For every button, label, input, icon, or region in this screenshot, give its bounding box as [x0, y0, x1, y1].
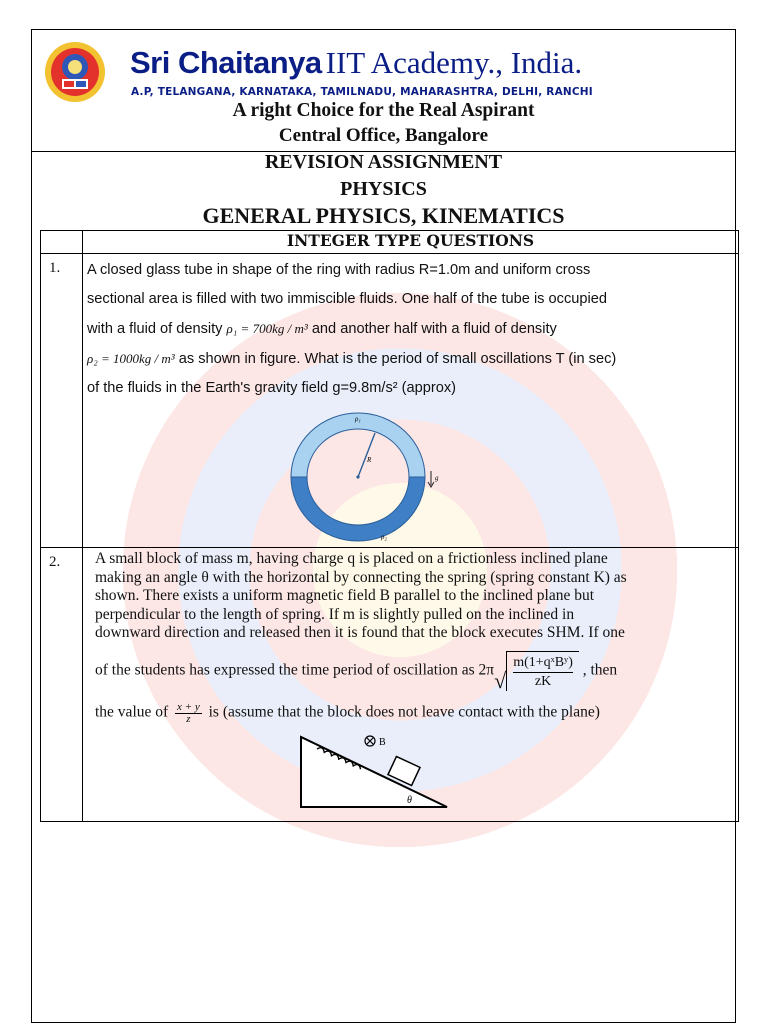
- brand-suffix: IIT Academy., India.: [325, 45, 583, 80]
- rho2-label: ρ₂: [381, 533, 387, 541]
- text-line: downward direction and released then it is found that the block executes SHM. If one: [95, 624, 625, 641]
- section-header: INTEGER TYPE QUESTIONS: [83, 231, 739, 254]
- table-header-row: [41, 231, 739, 254]
- question-row: [41, 254, 739, 548]
- text-line: A closed glass tube in shape of the ring with radius R=1.0m and uniform cross: [87, 262, 591, 278]
- radius-label: R: [367, 456, 372, 464]
- text-line: perpendicular to the length of spring. If m is slightly pulled on the inclined in: [95, 605, 575, 623]
- text-line: sectional area is filled with two immiscible fluids. One half of the tube is occupied: [87, 291, 607, 307]
- rho1-label: ρ₁: [355, 415, 361, 423]
- text-line: the value of $\frac{x + y}{z}$ is (assume that the block does not leave contact with the plane): [95, 700, 600, 725]
- states-list: A.P, TELANGANA, KARNATAKA, TAMILNADU, MAHARASHTRA, DELHI, RANCHI: [131, 86, 593, 98]
- academy-logo: [44, 41, 106, 103]
- question-row: [41, 548, 739, 822]
- text-line: making an angle θ with the horizontal by connecting the spring (spring constant K) as: [95, 568, 627, 586]
- tagline: A right Choice for the Real Aspirant: [232, 100, 535, 121]
- text-line: of the fluids in the Earth's gravity field g=9.8m/s² (approx): [87, 380, 457, 396]
- text-line: A small block of mass m, having charge q is placed on a frictionless inclined plane: [95, 550, 608, 567]
- question-number: 1.: [41, 254, 83, 548]
- angle-label: θ: [407, 794, 412, 806]
- subject-title: PHYSICS: [340, 178, 427, 200]
- radius-line: [358, 433, 375, 477]
- office-line: Central Office, Bangalore: [278, 125, 489, 146]
- brand-name: Sri Chaitanya: [130, 45, 322, 80]
- ring-tube-figure: [281, 407, 461, 547]
- questions-table: [40, 230, 739, 822]
- field-label: B: [379, 736, 386, 748]
- text-line: of the students has expressed the time period of oscillation as 2π√ m(1+qˣBʸ) zK , then: [95, 651, 734, 691]
- brand-title: [130, 45, 582, 81]
- density-formula-1: ρ₁ = 700kg / m³: [226, 321, 308, 336]
- text-line: with a fluid of density ρ₁ = 700kg / m³ and another half with a fluid of density: [87, 321, 557, 337]
- xyz-fraction: $\frac{x + y}{z}$: [177, 700, 200, 725]
- topic-title: GENERAL PHYSICS, KINEMATICS: [202, 203, 565, 228]
- period-formula: √ m(1+qˣBʸ) zK: [494, 651, 579, 691]
- question-number: 2.: [41, 548, 83, 822]
- gravity-label: g: [435, 474, 439, 482]
- inclined-plane-figure: [295, 731, 455, 811]
- incline: [301, 737, 447, 807]
- density-formula-2: ρ₂ = 1000kg / m³: [87, 351, 175, 366]
- text-line: ρ₂ = 1000kg / m³ as shown in figure. What is the period of small oscillations T (in sec): [87, 351, 617, 367]
- text-line: shown. There exists a uniform magnetic field B parallel to the inclined plane but: [95, 587, 595, 604]
- question-text: [83, 254, 738, 403]
- question-text: [83, 548, 738, 725]
- assignment-title: REVISION ASSIGNMENT: [264, 151, 503, 173]
